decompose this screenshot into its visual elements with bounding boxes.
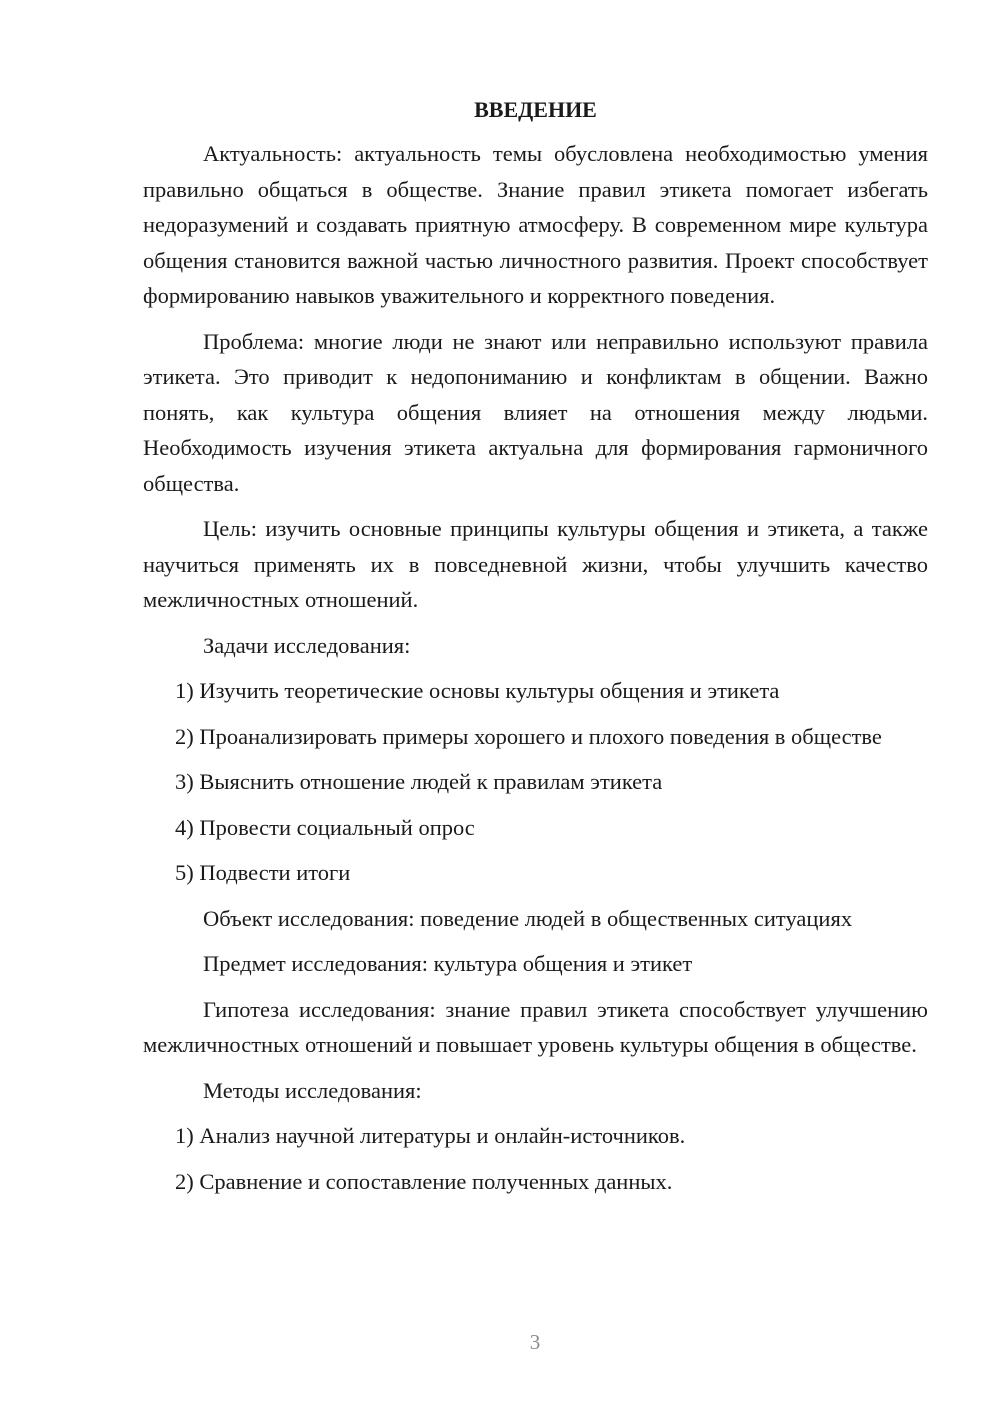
list-item: 3) Выяснить отношение людей к правилам этикета bbox=[175, 769, 663, 794]
document-page bbox=[143, 92, 928, 1209]
page-title: ВВЕДЕНИЕ bbox=[474, 97, 597, 122]
list-item: 1) Анализ научной литературы и онлайн-источников. bbox=[175, 1123, 686, 1148]
hypothesis-paragraph: Гипотеза исследования: знание правил этикета способствует улучшению межличностных отношений и повышает уровень культуры общения в обществе. bbox=[143, 996, 928, 1057]
methods-heading: Методы исследования: bbox=[203, 1077, 422, 1103]
list-item: 1) Изучить теоретические основы культуры общения и этикета bbox=[175, 678, 780, 703]
methods-list bbox=[143, 1118, 928, 1199]
list-item: 5) Подвести итоги bbox=[175, 860, 351, 885]
list-item: 2) Проанализировать примеры хорошего и плохого поведения в обществе bbox=[175, 723, 882, 749]
relevance-paragraph: Актуальность: актуальность темы обусловлена необходимостью умения правильно общаться в обществе. Знание правил этикета помогает избегать недоразумений и создавать приятную атмосферу. В современном мире культура общения становится важной частью личностного развития. Проект способствует формированию навыков уважительного и корректного поведения. bbox=[143, 141, 928, 308]
tasks-heading: Задачи исследования: bbox=[203, 632, 411, 658]
page-number: 3 bbox=[529, 1330, 541, 1354]
object-line: Объект исследования: поведение людей в общественных ситуациях bbox=[203, 905, 853, 931]
goal-paragraph: Цель: изучить основные принципы культуры общения и этикета, а также научиться применять их в повседневной жизни, чтобы улучшить качество межличностных отношений. bbox=[143, 516, 928, 612]
list-item: 4) Провести социальный опрос bbox=[175, 814, 475, 840]
tasks-list bbox=[143, 673, 928, 891]
problem-paragraph: Проблема: многие люди не знают или неправильно используют правила этикета. Это приводит к недопониманию и конфликтам в общении. Важно понять, как культура общения влияет на отношения между людьми. Необходимость изучения этикета актуальна для формирования гармоничного общества. bbox=[143, 328, 928, 496]
list-item: 2) Сравнение и сопоставление полученных данных. bbox=[175, 1168, 673, 1194]
subject-line: Предмет исследования: культура общения и этикет bbox=[203, 951, 693, 976]
